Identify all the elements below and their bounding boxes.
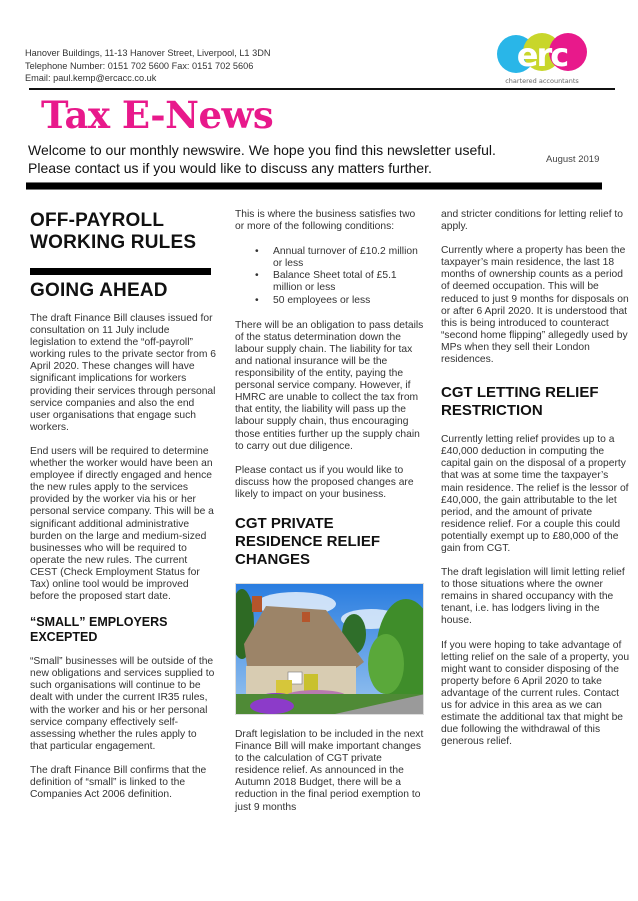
svg-text:erc: erc <box>516 36 568 74</box>
article-heading-continued: GOING AHEAD <box>30 280 168 301</box>
paragraph: Draft legislation to be included in the next Finance Bill will make important changes to the calculation of CGT private residence relief. As announced in the Autumn 2018 Budget, there will be a reduction in the final period exemption to just 9 months <box>235 728 424 813</box>
article-heading: OFF-PAYROLL WORKING RULES <box>30 210 197 253</box>
section-divider <box>30 268 211 275</box>
paragraph: and stricter conditions for letting relief to apply. <box>441 209 624 233</box>
list-item: • Balance Sheet total of £5.1 million or less <box>235 270 425 294</box>
column-3 <box>441 209 631 760</box>
cottage-image-icon <box>236 584 424 715</box>
paragraph: If you were hoping to take advantage of letting relief on the sale of a property, you might want to consider disposing of the property before 6 April 2020 to take advantage of the current rules. Contact us for advice in this area as we can estimate the additional tax that might be due following the withdrawal of this generous relief. <box>441 639 630 748</box>
list-item: • Annual turnover of £10.2 million or less <box>235 246 425 270</box>
paragraph: Please contact us if you would like to discuss how the proposed changes are likely to impact on your business. <box>235 464 414 500</box>
paragraph: Currently letting relief provides up to a £40,000 deduction in computing the capital gain on the disposal of a property that was at some time the taxpayer’s main residence. The relief is the lessor of £40,000, the gain attributable to the let period, and the amount of private residence relief. For a couple this could potentially exempt up to £80,000 of the gain from CGT. <box>441 434 629 554</box>
paragraph: This is where the business satisfies two or more of the following conditions: <box>235 209 416 233</box>
masthead-bar <box>26 182 602 190</box>
email-line: Email: paul.kemp@ercacc.co.uk <box>25 73 157 83</box>
issue-date: August 2019 <box>546 154 600 165</box>
subheading: “SMALL” EMPLOYERS EXCEPTED <box>30 615 168 644</box>
address-line: Hanover Buildings, 11-13 Hanover Street, Liverpool, L1 3DN <box>25 48 271 58</box>
phone-fax-line: Telephone Number: 0151 702 5600 Fax: 0151 702 5606 <box>25 60 254 71</box>
contact-details <box>25 47 270 85</box>
list-item: • 50 employees or less <box>235 295 425 307</box>
newsletter-title: Tax E-News <box>41 93 274 137</box>
article-heading: CGT PRIVATE RESIDENCE RELIEF CHANGES <box>235 514 381 568</box>
welcome-message <box>28 141 496 177</box>
header-divider <box>29 88 615 90</box>
welcome-line: Please contact us if you would like to discuss any matters further. <box>28 160 432 176</box>
paragraph: The draft Finance Bill confirms that the definition of “small” is linked to the Companies Act 2006 definition. <box>30 764 207 801</box>
paragraph: The draft Finance Bill clauses issued for consultation on 11 July include legislation to extend the “off-payroll” working rules to the private sector from 6 April 2020. These changes will have significant implications for workers providing their services through personal service companies and also the end user organisations that engage such workers. <box>30 313 216 433</box>
paragraph: “Small” businesses will be outside of the new obligations and services supplied to such organisations will continue to be dealt with under the current IR35 rules, with the worker and his or her personal service company effectively self-assessing whether the rules apply to that particular engagement. <box>30 656 215 752</box>
svg-text:chartered accountants: chartered accountants <box>505 77 579 85</box>
paragraph: End users will be required to determine whether the worker would have been an employee if directly engaged and hence the new rules apply to the services provided by the worker via his or her personal service company. This will be a significant additional administrative burden on the large and medium-sized businesses who will be required to operate the new rules. The current CEST (Check Employment Status for Tax) online tool would be improved before the proposed start date. <box>30 445 214 603</box>
column-2 <box>235 209 425 826</box>
article-heading: CGT LETTING RELIEF RESTRICTION <box>441 384 599 420</box>
conditions-list <box>235 246 425 306</box>
erc-logo-icon <box>494 28 590 88</box>
column-1 <box>30 210 216 813</box>
paragraph: Currently where a property has been the taxpayer’s main residence, the last 18 months of ownership counts as a period of deemed occupation. This will be reduced to just 9 months for disposals on or after 6 April 2020. It is understood that this is being introduced to counteract “second home flipping” allegedly used by MPs when they sell their London residences. <box>441 245 629 366</box>
paragraph: There will be an obligation to pass details of the status determination down the labour supply chain. The liability for tax and national insurance will be the responsibility of the entity, paying the personal service company. However, if HMRC are unable to collect the tax from that entity, the liability will pass up the labour supply chain, thus encouraging those entities further up the supply chain to carry out due diligence. <box>235 319 424 452</box>
erc-logo <box>494 28 590 88</box>
cottage-photo <box>235 583 424 715</box>
welcome-line: Welcome to our monthly newswire. We hope you find this newsletter useful. <box>28 142 496 158</box>
paragraph: The draft legislation will limit letting relief to those situations where the owner remains in shared occupancy with the tenant, i.e. has lodgers living in the house. <box>441 567 625 627</box>
